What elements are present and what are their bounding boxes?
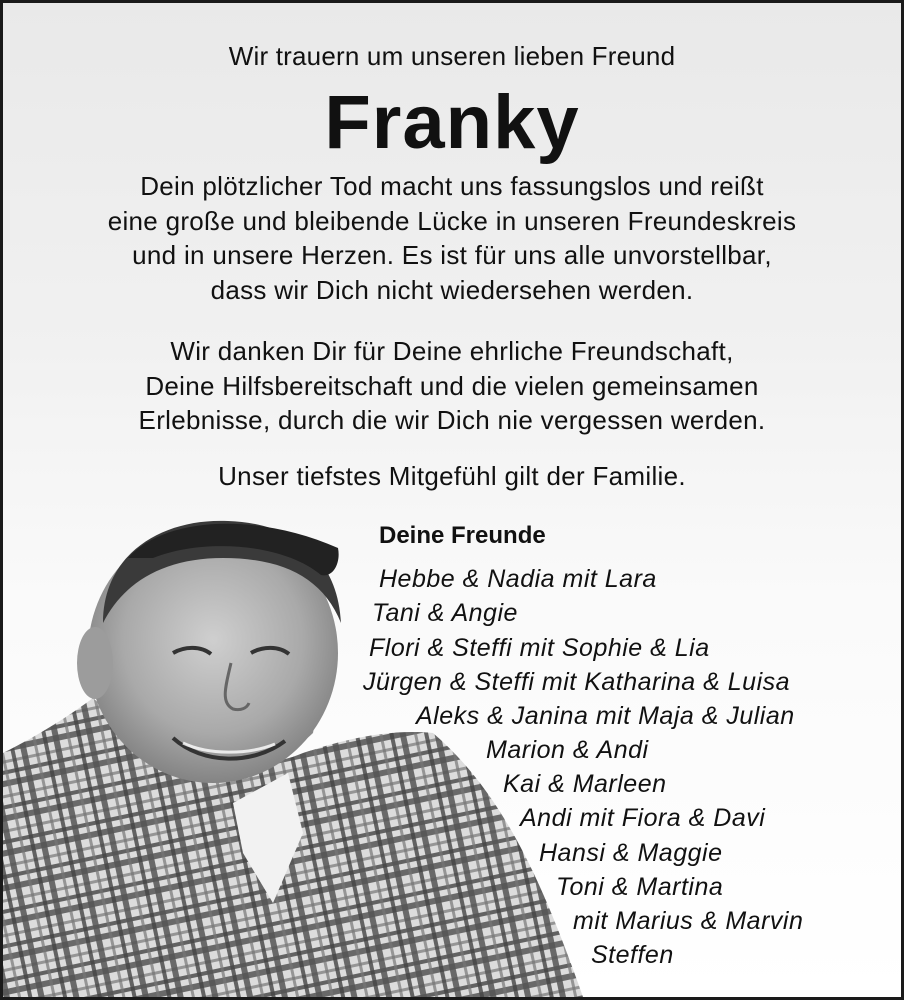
friend-entry: Steffen (591, 941, 674, 969)
condolence-paragraph-1 (3, 169, 901, 307)
paragraph-line: Deine Hilfsbereitschaft und die vielen gemeinsamen (145, 370, 759, 401)
paragraph-line: Wir danken Dir für Deine ehrliche Freundschaft, (170, 336, 734, 366)
friend-entry: Hansi & Maggie (539, 839, 723, 867)
paragraph-line: Unser tiefstes Mitgefühl gilt der Familie. (218, 461, 686, 491)
friend-entry: Flori & Steffi mit Sophie & Lia (369, 634, 710, 662)
paragraph-line: dass wir Dich nicht wiedersehen werden. (210, 274, 694, 305)
paragraph-line: Erlebnisse, durch die wir Dich nie vergessen werden. (138, 405, 766, 435)
friend-entry: Andi mit Fiora & Davi (520, 804, 766, 832)
friend-entry: Tani & Angie (372, 599, 518, 627)
friend-entry: Hebbe & Nadia mit Lara (379, 565, 657, 593)
paragraph-line: Dein plötzlicher Tod macht uns fassungslos und reißt (140, 171, 764, 201)
paragraph-line: und in unsere Herzen. Es ist für uns alle unvorstellbar, (132, 240, 772, 270)
intro-line: Wir trauern um unseren lieben Freund (228, 41, 676, 71)
deceased-name: Franky (324, 80, 580, 165)
condolence-paragraph-3 (3, 459, 901, 494)
friend-entry: Toni & Martina (556, 873, 724, 901)
condolence-paragraph-2 (3, 334, 901, 438)
friend-entry: Kai & Marleen (503, 770, 667, 798)
friend-entry: mit Marius & Marvin (573, 907, 804, 935)
friend-entry: Aleks & Janina mit Maja & Julian (416, 702, 795, 730)
friend-entry: Marion & Andi (486, 736, 649, 764)
friends-heading: Deine Freunde (379, 522, 546, 549)
paragraph-line: eine große und bleibende Lücke in unseren Freundeskreis (107, 205, 797, 236)
friend-entry: Jürgen & Steffi mit Katharina & Luisa (363, 668, 791, 696)
